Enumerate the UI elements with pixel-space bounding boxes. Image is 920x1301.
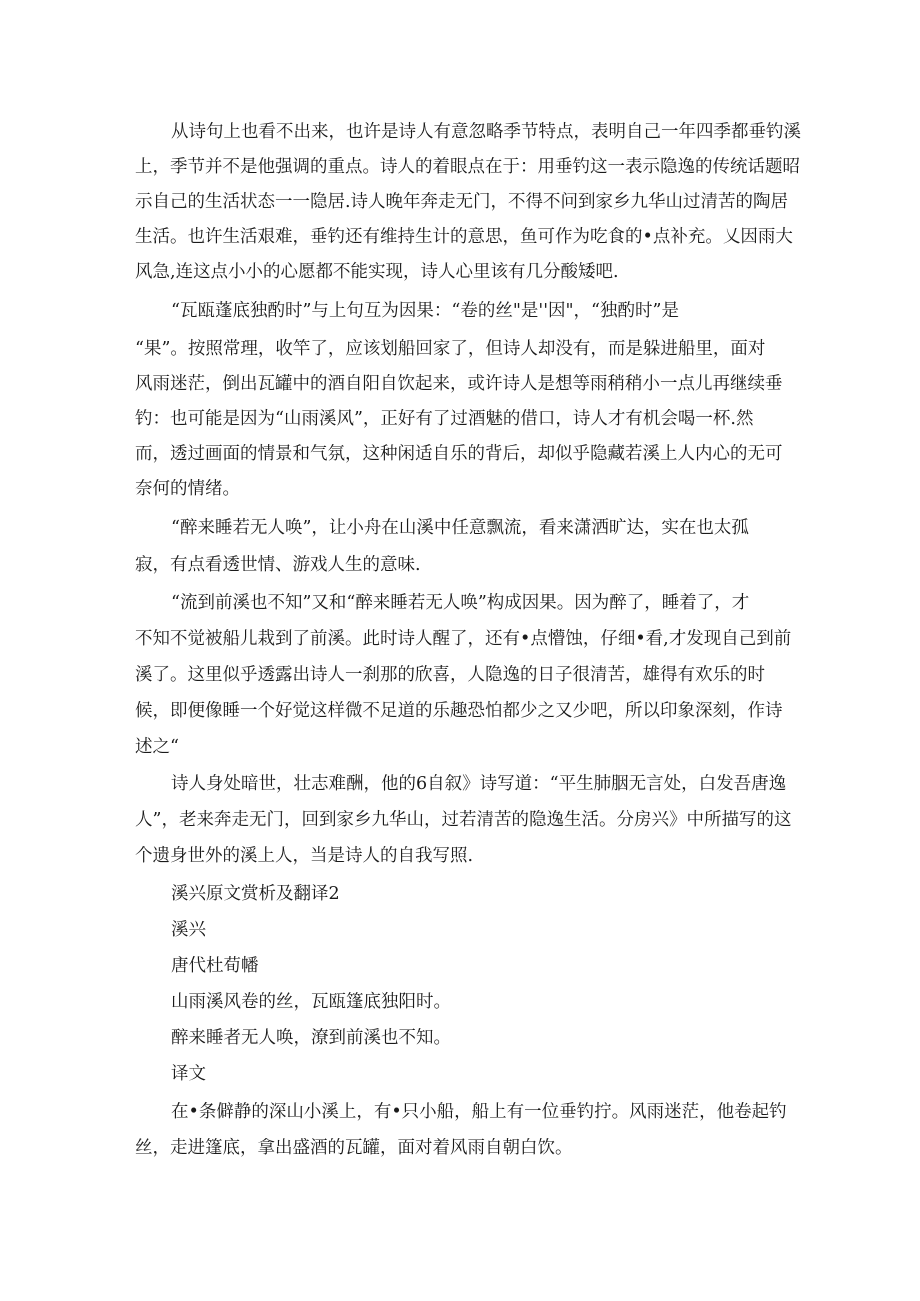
paragraph-line: 寂，有点看透世情、游戏人生的意味. bbox=[135, 555, 421, 575]
paragraph-line: “瓦瓯蓬底独酌时”与上句互为因果：“卷的丝"是''因"，“独酌时”是 bbox=[171, 301, 679, 321]
paragraph-line: “醉来睡若无人唤”，让小舟在山溪中任意飘流，看来潇洒旷达，实在也太孤 bbox=[171, 518, 749, 538]
paragraph-line: 不知不觉被船儿栽到了前溪。此时诗人醒了，还有•点懵蚀，仔细•看,才发现自己到前 bbox=[135, 629, 792, 649]
paragraph-line: 诗人身处暗世，壮志难酬，他的6自叙》诗写道：“平生肺胭无言处，白发吾唐逸 bbox=[171, 774, 787, 794]
paragraph-line: 个遗身世外的溪上人，当是诗人的自我写照. bbox=[135, 846, 474, 866]
paragraph-line: 上，季节并不是他强调的重点。诗人的着眼点在于：用垂钓这一表示隐逸的传统话题昭 bbox=[135, 157, 800, 177]
paragraph-line: 风急,连这点小小的心愿都不能实现，诗人心里该有几分酸矮吧. bbox=[135, 262, 619, 282]
paragraph-line: “流到前溪也不知”又和“醉来睡若无人唤”构成因果。因为醉了，睡着了，才 bbox=[171, 593, 750, 613]
paragraph-line: 风雨迷茫，倒出瓦罐中的酒自阳自饮起来，或许诗人是想等雨稍稍小一点儿再继续垂 bbox=[135, 374, 783, 394]
translation-label: 译文 bbox=[171, 1064, 206, 1084]
poem-author: 唐代杜荀幡 bbox=[171, 956, 259, 976]
poem-line: 醉来睡者无人唤，潦到前溪也不知。 bbox=[171, 1028, 451, 1048]
paragraph-line: 而，透过画面的情景和气氛，这种闲适自乐的背后，却似乎隐藏若溪上人内心的无可 bbox=[135, 444, 783, 464]
paragraph-line: 溪了。这里似乎透露出诗人一刹那的欣喜，人隐逸的日子很清苦，雄得有欢乐的时 bbox=[135, 665, 765, 685]
paragraph-line: “果”。按照常理，收竿了，应该划船回家了，但诗人却没有，而是躲进船里，面对 bbox=[135, 339, 766, 359]
paragraph-line: 奈何的情绪。 bbox=[135, 479, 240, 499]
paragraph-line: 述之“ bbox=[135, 737, 179, 757]
paragraph-line: 候，即便像睡一个好觉这样微不足道的乐趣恐怕都少之又少吧，所以印象深刻，作诗 bbox=[135, 701, 783, 721]
section-heading: 溪兴原文赏析及翻译2 bbox=[171, 884, 340, 904]
paragraph-line: 钓：也可能是因为“山雨溪风”，正好有了过酒魅的借口，诗人才有机会喝一杯.然 bbox=[135, 409, 754, 429]
paragraph-line: 从诗句上也看不出来，也许是诗人有意忽略季节特点，表明自己一年四季都垂钓溪 bbox=[171, 122, 801, 142]
paragraph-line: 丝，走进篷底，拿出盛酒的瓦罐，面对着风雨自朝白饮。 bbox=[135, 1138, 573, 1158]
paragraph-line: 示自己的生活状态一一隐居.诗人晚年奔走无门，不得不问到家乡九华山过清苦的陶居 bbox=[135, 192, 789, 212]
poem-title: 溪兴 bbox=[171, 920, 206, 940]
paragraph-line: 生活。也许生活艰难，垂钓还有维持生计的意思，鱼可作为吃食的•点补充。乂因雨大 bbox=[135, 227, 793, 247]
paragraph-line: 人”，老来奔走无门，回到家乡九华山，过若清苦的隐逸生活。分房兴》中所描写的这 bbox=[135, 810, 792, 830]
poem-line: 山雨溪风卷的丝，瓦瓯篷底独阳时。 bbox=[171, 992, 451, 1012]
paragraph-line: 在•条僻静的深山小溪上，有•只小船，船上有一位垂钓拧。风雨迷茫，他卷起钓 bbox=[171, 1102, 787, 1122]
